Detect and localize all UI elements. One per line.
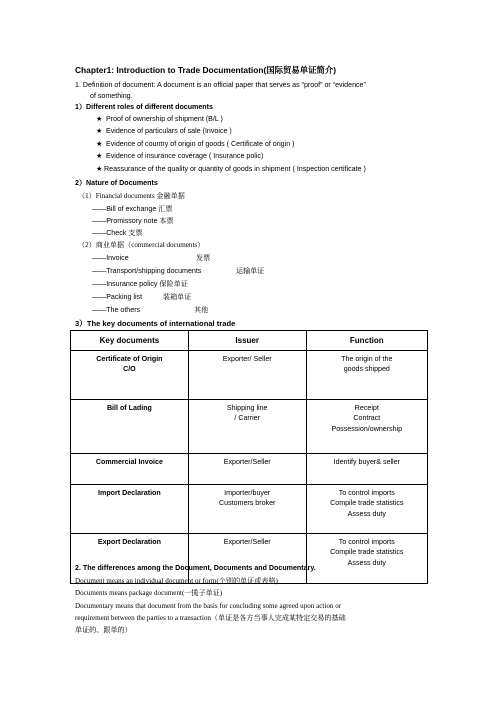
function-cell: The origin of the goods shipped — [306, 351, 427, 400]
commercial-item: ——Transport/shipping documents 运输单证 — [92, 267, 265, 275]
function-cell: To control imports Compile trade statistics Assess duty — [306, 534, 427, 584]
star-icon: ★ — [96, 165, 103, 173]
issuer-cell: Exporter/ Seller — [188, 351, 306, 400]
role-item: ★ Evidence of country of origin of goods ( Certificate of origin ) — [96, 140, 295, 148]
table-row — [71, 534, 428, 584]
role-item: ★ Evidence of insurance coverage ( Insurance polic) — [96, 152, 264, 160]
table-row — [71, 485, 428, 534]
table-header-row — [71, 331, 428, 351]
key-document-cell: Import Declaration — [71, 485, 189, 534]
financial-docs-label: （1）Financial documents 金融单据 — [78, 192, 185, 200]
table-row — [71, 351, 428, 400]
key-document-cell: Export Declaration — [71, 534, 189, 584]
issuer-cell: Shipping line / Carrier — [188, 400, 306, 454]
role-item: ★ Reassurance of the quality or quantity of goods in shipment ( Inspection certificate ) — [96, 165, 366, 173]
role-item: ★ Evidence of particulars of sale (Invoice ) — [96, 127, 232, 135]
commercial-docs-label: （2）商业单据（commercial documents） — [78, 241, 205, 249]
differences-line: Documentary means that document from the basis for concluding some agreed upon action or — [75, 602, 342, 610]
function-cell: To control imports Compile trade statistics Assess duty — [306, 485, 427, 534]
definition-line-1: 1. Definition of document: A document is an official paper that serves as “proof” or “evidence” — [75, 81, 366, 89]
roles-heading: 1）Different roles of different documents — [75, 103, 213, 111]
commercial-item: ——Invoice 发票 — [92, 254, 211, 262]
column-header: Key documents — [71, 331, 189, 351]
chapter-title: Chapter1: Introduction to Trade Documentation(国际贸易单证简介) — [75, 65, 337, 75]
differences-heading: 2. The differences among the Document, Documents and Documentary. — [75, 564, 316, 572]
column-header: Function — [306, 331, 427, 351]
issuer-cell: Exporter/Seller — [188, 454, 306, 485]
differences-line: requirement between the parties to a transaction（单证是各方当事人完成某特定交易的基础 — [75, 614, 346, 622]
key-documents-table — [70, 330, 428, 584]
star-icon: ★ — [96, 115, 103, 123]
column-header: Issuer — [188, 331, 306, 351]
star-icon: ★ — [96, 140, 103, 148]
key-document-cell: Commercial Invoice — [71, 454, 189, 485]
nature-heading: 2）Nature of Documents — [75, 179, 158, 187]
commercial-item: ——Insurance policy 保险单证 — [92, 280, 188, 288]
key-docs-heading: 3）The key documents of international trade — [75, 319, 236, 328]
differences-line: Document means an individual document or form(个别的单证或表格) — [75, 577, 278, 585]
definition-line-2: of something. — [90, 92, 133, 100]
financial-item: ——Bill of exchange 汇票 — [92, 205, 173, 213]
differences-line: 单证的、跟单的） — [75, 626, 132, 634]
issuer-cell: Exporter/Seller — [188, 534, 306, 584]
commercial-item: ——Packing list 装箱单证 — [92, 293, 192, 301]
key-document-cell: Certificate of Origin C/O — [71, 351, 189, 400]
function-cell: Receipt Contract Possession/ownership — [306, 400, 427, 454]
differences-line: Documents means package document(一揽子单证) — [75, 589, 223, 597]
function-cell: Identify buyer& seller — [306, 454, 427, 485]
financial-item: ——Promissory note 本票 — [92, 217, 174, 225]
key-document-cell: Bill of Lading — [71, 400, 189, 454]
role-item: ★ Proof of ownership of shipment (B/L ) — [96, 115, 223, 123]
star-icon: ★ — [96, 152, 103, 160]
financial-item: ——Check 支票 — [92, 229, 143, 237]
commercial-item: ——The others 其他 — [92, 306, 209, 314]
issuer-cell: Importer/buyer Customers broker — [188, 485, 306, 534]
star-icon: ★ — [96, 127, 103, 135]
table-row — [71, 454, 428, 485]
table-row — [71, 400, 428, 454]
